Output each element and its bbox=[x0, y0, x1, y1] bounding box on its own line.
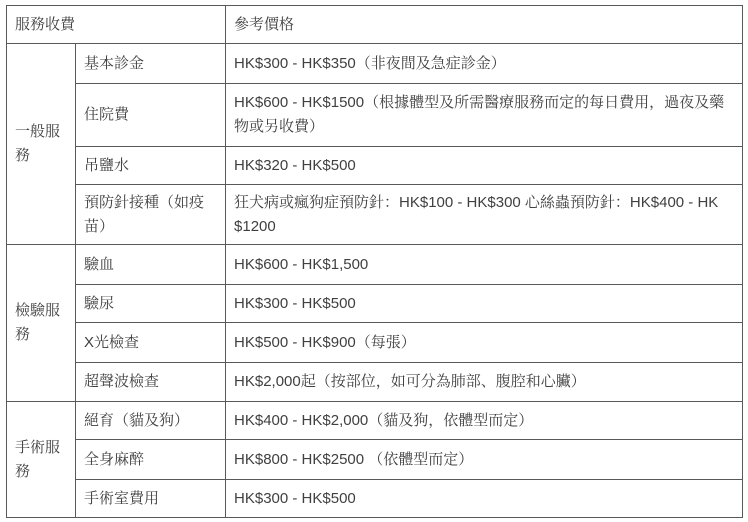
table-row bbox=[7, 147, 743, 185]
service-fee-table bbox=[6, 5, 743, 518]
price-cell: HK$300 - HK$500 bbox=[226, 285, 743, 323]
table-row bbox=[7, 363, 743, 402]
service-cell: 吊鹽水 bbox=[76, 147, 226, 185]
price-cell: HK$2,000起（按部位，如可分為肺部、腹腔和心臟） bbox=[226, 363, 743, 402]
service-cell: 超聲波檢查 bbox=[76, 363, 226, 402]
table-row bbox=[7, 245, 743, 285]
table-row bbox=[7, 185, 743, 245]
table-row bbox=[7, 285, 743, 323]
service-cell: 預防針接種（如疫苗） bbox=[76, 185, 226, 245]
price-cell: HK$500 - HK$900（每張） bbox=[226, 323, 743, 363]
table-row bbox=[7, 440, 743, 480]
service-cell: 住院費 bbox=[76, 84, 226, 147]
price-cell: HK$600 - HK$1,500 bbox=[226, 245, 743, 285]
price-cell: HK$300 - HK$500 bbox=[226, 480, 743, 518]
group-label-general-services: 一般服務 bbox=[7, 44, 76, 245]
table-row bbox=[7, 84, 743, 147]
table-row bbox=[7, 480, 743, 518]
price-cell: HK$300 - HK$350（非夜間及急症診金） bbox=[226, 44, 743, 84]
service-cell: 全身麻醉 bbox=[76, 440, 226, 480]
service-cell: 驗尿 bbox=[76, 285, 226, 323]
price-cell: HK$800 - HK$2500 （依體型而定） bbox=[226, 440, 743, 480]
service-cell: 手術室費用 bbox=[76, 480, 226, 518]
service-cell: X光檢查 bbox=[76, 323, 226, 363]
table-row bbox=[7, 44, 743, 84]
header-service-fee: 服務收費 bbox=[7, 6, 226, 44]
price-cell: 狂犬病或瘋狗症預防針：HK$100 - HK$300 心絲蟲預防針：HK$400 - HK$1200 bbox=[226, 185, 743, 245]
service-cell: 絕育（貓及狗） bbox=[76, 402, 226, 440]
group-label-surgery-services: 手術服務 bbox=[7, 402, 76, 518]
service-cell: 驗血 bbox=[76, 245, 226, 285]
table-header-row bbox=[7, 6, 743, 44]
service-cell: 基本診金 bbox=[76, 44, 226, 84]
group-label-testing-services: 檢驗服務 bbox=[7, 245, 76, 402]
price-cell: HK$600 - HK$1500（根據體型及所需醫療服務而定的每日費用，過夜及藥物或另收費） bbox=[226, 84, 743, 147]
table-row bbox=[7, 323, 743, 363]
price-cell: HK$320 - HK$500 bbox=[226, 147, 743, 185]
price-cell: HK$400 - HK$2,000（貓及狗，依體型而定） bbox=[226, 402, 743, 440]
header-reference-price: 參考價格 bbox=[226, 6, 743, 44]
table-row bbox=[7, 402, 743, 440]
